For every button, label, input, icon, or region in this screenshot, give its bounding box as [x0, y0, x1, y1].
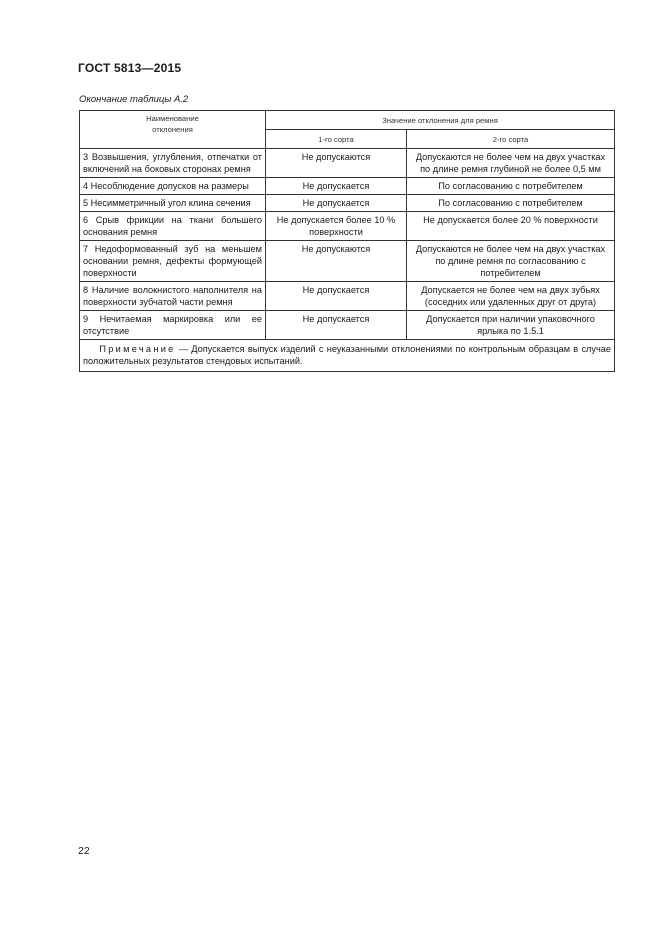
row-name: 6 Срыв фрикции на ткани большего основания ремня	[80, 212, 266, 241]
table-body	[80, 149, 615, 372]
note-text: — Допускается выпуск изделий с неуказанными отклонениями по контрольным образцам в случае положительных результатов стендовых испытаний.	[83, 344, 612, 366]
deviation-table	[79, 110, 615, 372]
header-value-group: Значение отклонения для ремня	[266, 111, 615, 130]
note-label: Примечание	[99, 344, 176, 354]
table-row	[80, 282, 615, 311]
row-name: 5 Несимметричный угол клина сечения	[80, 195, 266, 212]
table-row	[80, 178, 615, 195]
row-grade2: По согласованию с потребителем	[407, 178, 615, 195]
row-grade1: Не допускаются	[266, 241, 407, 282]
table-row	[80, 149, 615, 178]
row-grade1: Не допускается более 10 % поверхности	[266, 212, 407, 241]
table-row	[80, 241, 615, 282]
row-grade2: Не допускается более 20 % поверхности	[407, 212, 615, 241]
row-name: 8 Наличие волокнистого наполнителя на поверхности зубчатой части ремня	[80, 282, 266, 311]
page-number: 22	[78, 845, 90, 857]
document-title: ГОСТ 5813—2015	[78, 61, 182, 75]
row-grade1: Не допускаются	[266, 149, 407, 178]
row-grade1: Не допускается	[266, 195, 407, 212]
row-name: 7 Недоформованный зуб на меньшем основании ремня, дефекты формующей поверхности	[80, 241, 266, 282]
row-name: 3 Возвышения, углубления, отпечатки от включений на боковых сторонах ремня	[80, 149, 266, 178]
row-grade1: Не допускается	[266, 178, 407, 195]
table-caption: Окончание таблицы А.2	[79, 94, 189, 105]
row-grade2: Допускается не более чем на двух зубьях (соседних или удаленных друг от друга)	[407, 282, 615, 311]
note-row	[80, 340, 615, 372]
row-grade2: Допускаются не более чем на двух участках по длине ремня глубиной не более 0,5 мм	[407, 149, 615, 178]
row-grade2: Допускается при наличии упаковочного ярлыка по 1.5.1	[407, 311, 615, 340]
row-grade1: Не допускается	[266, 282, 407, 311]
header-deviation-name: Наименование отклонения	[80, 111, 266, 149]
row-grade2: По согласованию с потребителем	[407, 195, 615, 212]
row-name: 4 Несоблюдение допусков на размеры	[80, 178, 266, 195]
table-row	[80, 311, 615, 340]
table-row	[80, 212, 615, 241]
header-grade2: 2-го сорта	[407, 130, 615, 149]
table-row	[80, 195, 615, 212]
header-grade1: 1-го сорта	[266, 130, 407, 149]
row-grade1: Не допускается	[266, 311, 407, 340]
row-name: 9 Нечитаемая маркировка или ее отсутствие	[80, 311, 266, 340]
row-grade2: Допускаются не более чем на двух участках по длине ремня по согласованию с потребителем	[407, 241, 615, 282]
table-note	[80, 340, 615, 372]
